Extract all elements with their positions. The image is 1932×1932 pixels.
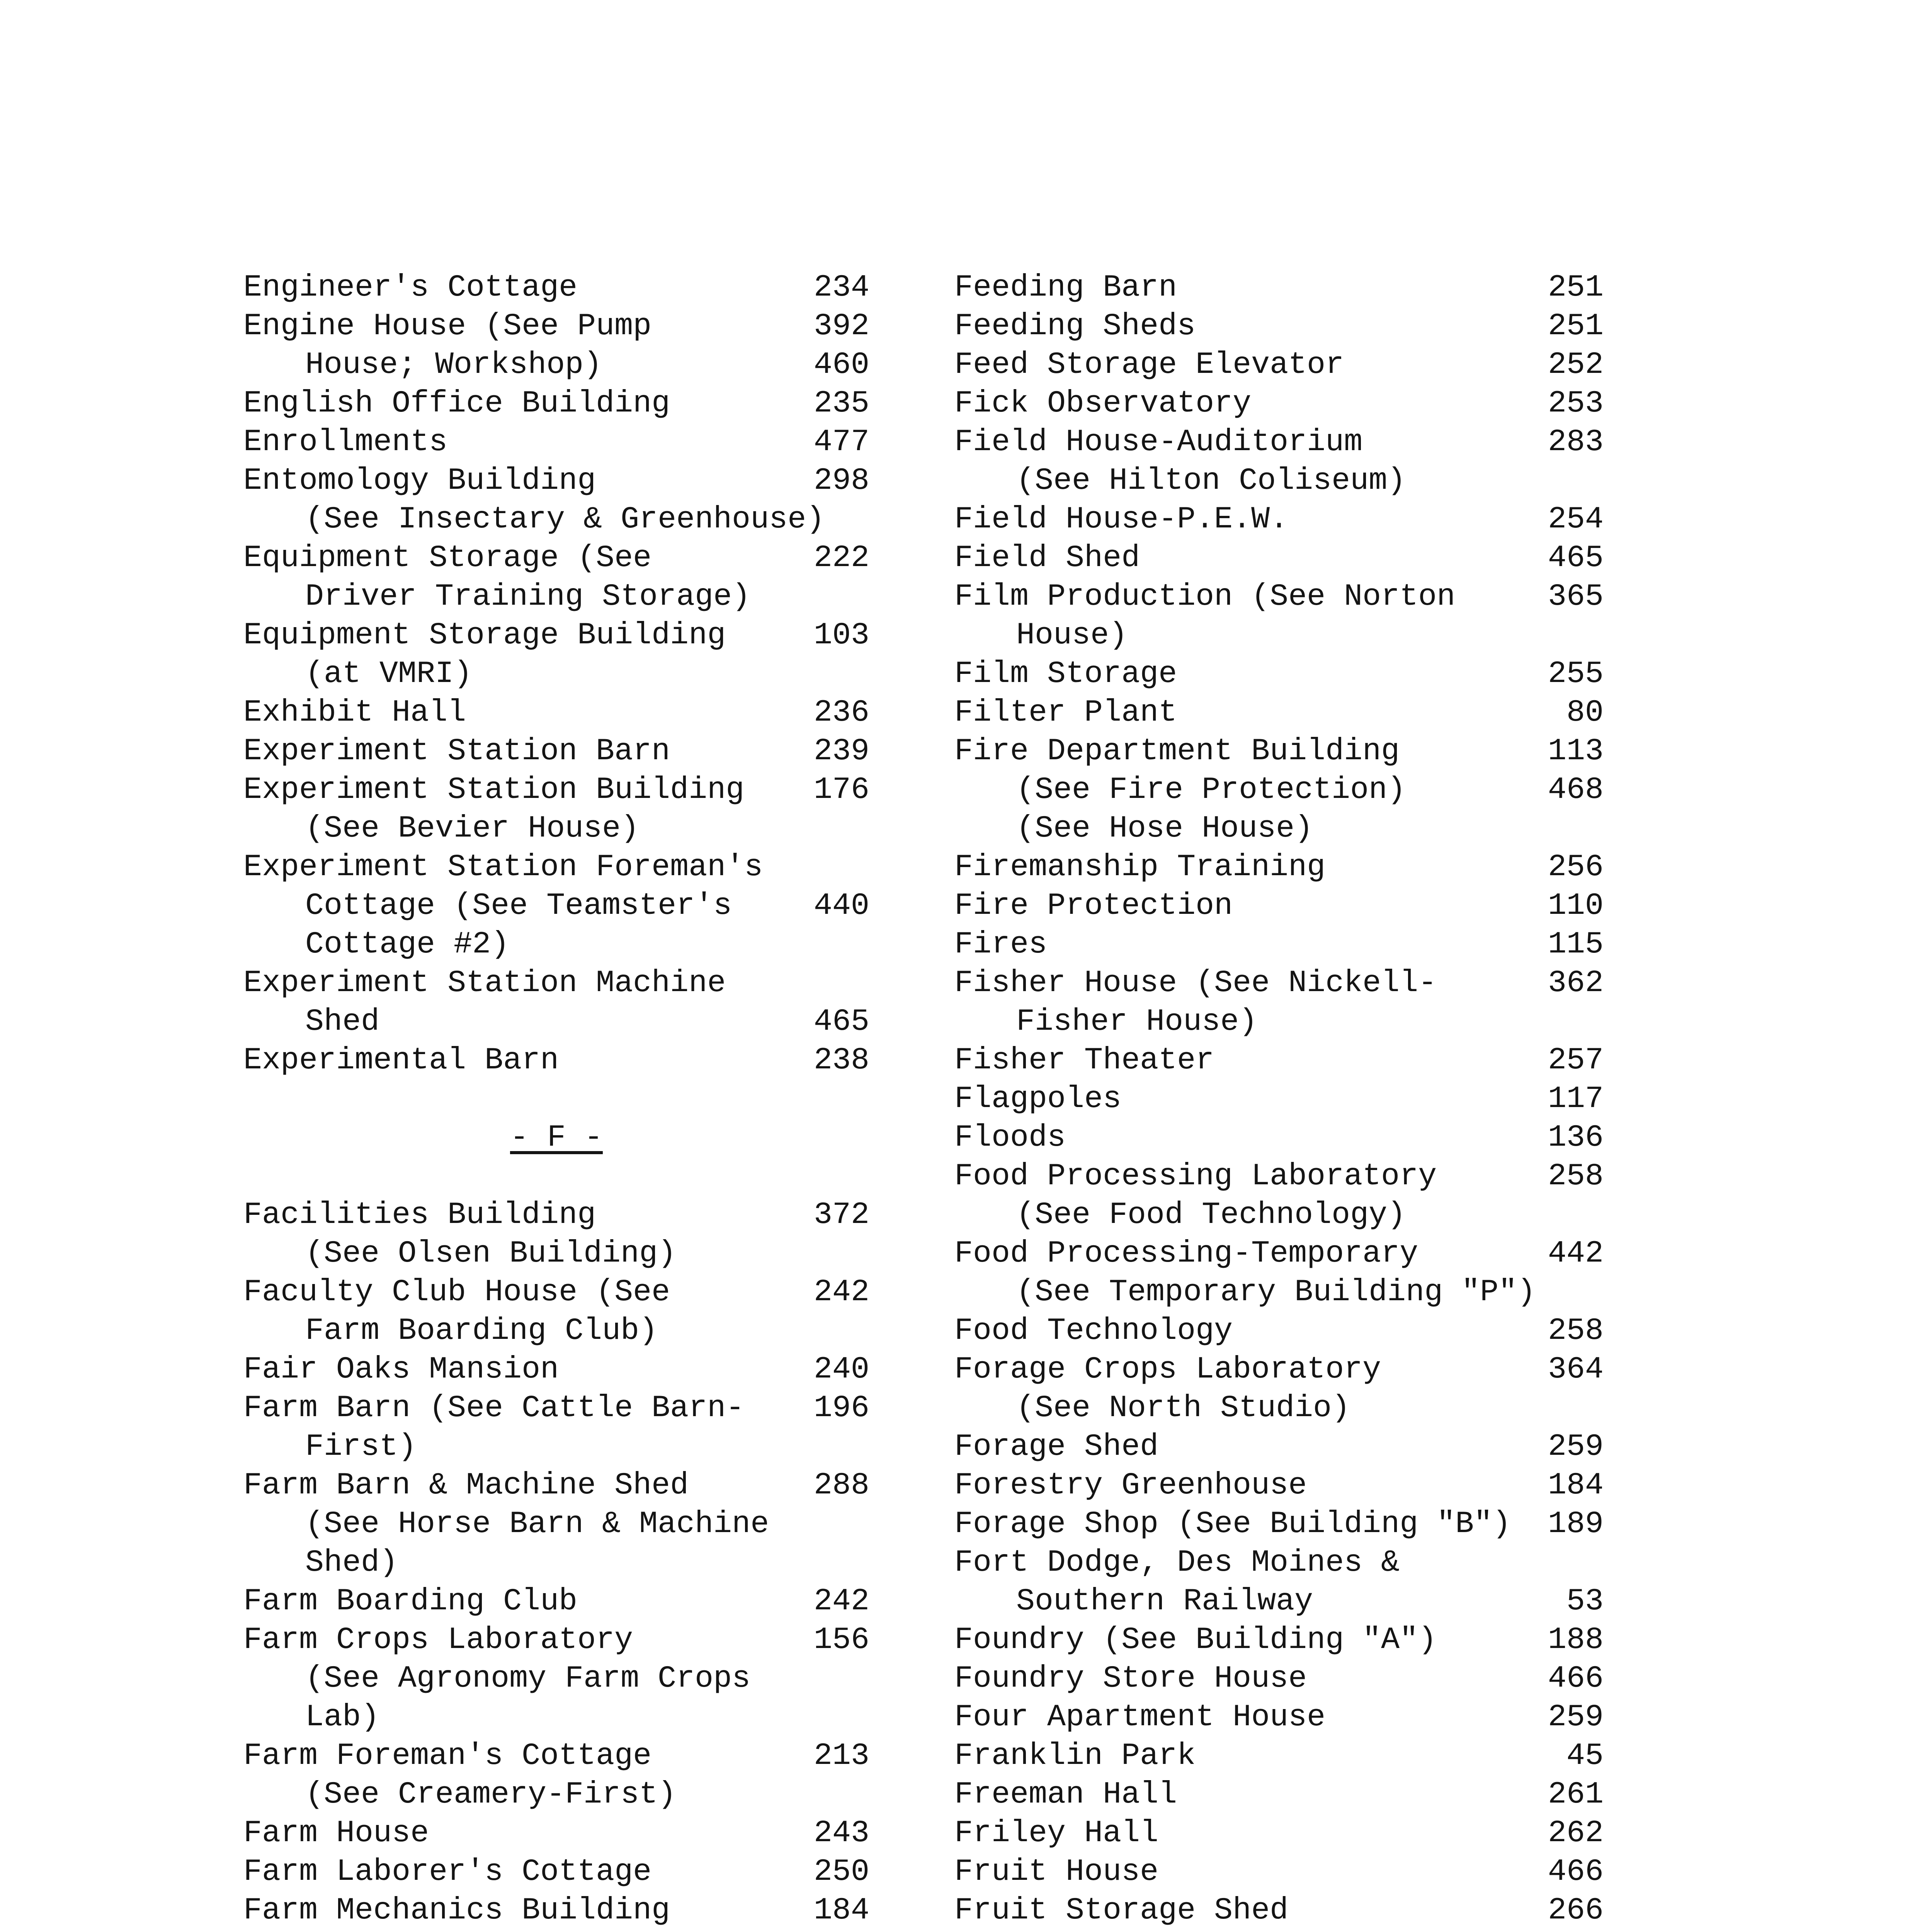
index-entry (243, 539, 869, 578)
entry-page: 188 (1548, 1622, 1604, 1658)
entry-text: Field House-Auditorium (954, 425, 1363, 460)
entry-page: 259 (1548, 1700, 1604, 1735)
index-entry (954, 1698, 1604, 1737)
entry-text: Foundry (See Building "A") (954, 1622, 1437, 1658)
entry-text: (See North Studio) (1016, 1391, 1350, 1426)
index-entry (243, 1505, 869, 1544)
index-entry (954, 732, 1604, 771)
entry-page: 156 (813, 1622, 869, 1658)
entry-text: (See Horse Barn & Machine (305, 1507, 769, 1542)
entry-text: Franklin Park (954, 1738, 1196, 1774)
entry-text: Experimental Barn (243, 1043, 559, 1078)
entry-page: 184 (1548, 1468, 1604, 1503)
entry-text: House) (1016, 618, 1128, 653)
index-entry (954, 1466, 1604, 1505)
index-entry (954, 1776, 1604, 1814)
entry-text: Experiment Station Machine (243, 966, 726, 1001)
entry-page: 262 (1548, 1816, 1604, 1851)
index-entry (243, 1660, 869, 1698)
spacer (954, 1930, 1604, 1932)
entry-page: 196 (813, 1391, 869, 1426)
index-entry (243, 732, 869, 771)
section-letter: - F - (510, 1120, 603, 1155)
entry-page: 362 (1548, 966, 1604, 1001)
entry-page: 189 (1548, 1507, 1604, 1542)
entry-page: 252 (1548, 347, 1604, 383)
entry-text: Equipment Storage (See (243, 541, 652, 576)
entry-text: Experiment Station Foreman's (243, 850, 763, 885)
entry-page: 80 (1566, 695, 1604, 730)
entry-page: 372 (813, 1197, 869, 1233)
entry-text: Field House-P.E.W. (954, 502, 1289, 537)
entry-text: Feeding Barn (954, 270, 1177, 305)
index-entry (243, 1312, 869, 1350)
index-entry (243, 1273, 869, 1312)
index-entry (954, 1312, 1604, 1350)
entry-text: (See Temporary Building "P") (1016, 1275, 1536, 1310)
entry-text: Firemanship Training (954, 850, 1326, 885)
index-entry (243, 1776, 869, 1814)
entry-text: Fruit Storage Shed (954, 1893, 1289, 1928)
entry-page: 261 (1548, 1777, 1604, 1812)
index-entry (954, 1350, 1604, 1389)
spacer (243, 1080, 869, 1119)
entry-text: (See Agronomy Farm Crops (305, 1661, 751, 1696)
entry-text: Floods (954, 1120, 1066, 1155)
index-entry (954, 1544, 1604, 1582)
entry-text: Friley Hall (954, 1816, 1159, 1851)
index-entry (243, 655, 869, 694)
entry-text: Forage Crops Laboratory (954, 1352, 1381, 1387)
entry-page: 251 (1548, 309, 1604, 344)
entry-text: Engine House (See Pump (243, 309, 652, 344)
index-entry (243, 1041, 869, 1080)
index-entry (243, 1582, 869, 1621)
index-entry (243, 887, 869, 925)
entry-text: Shed) (305, 1545, 398, 1580)
index-entry (954, 1273, 1604, 1312)
entry-page: 240 (813, 1352, 869, 1387)
entry-text: (See Food Technology) (1016, 1197, 1406, 1233)
index-entry (954, 384, 1604, 423)
index-entry (954, 810, 1604, 848)
entry-page: 468 (1548, 772, 1604, 808)
index-entry (954, 771, 1604, 810)
entry-page: 466 (1548, 1854, 1604, 1889)
entry-page: 466 (1548, 1661, 1604, 1696)
entry-page: 255 (1548, 656, 1604, 692)
index-entry (243, 1466, 869, 1505)
index-entry (954, 1621, 1604, 1660)
index-entry (954, 307, 1604, 346)
entry-text: Feed Storage Elevator (954, 347, 1344, 383)
entry-page: 242 (813, 1584, 869, 1619)
entry-text: (See Fire Protection) (1016, 772, 1406, 808)
entry-page: 113 (1548, 734, 1604, 769)
index-entry (243, 848, 869, 887)
entry-page: 184 (813, 1893, 869, 1928)
entry-text: Fisher Theater (954, 1043, 1214, 1078)
entry-text: Experiment Station Barn (243, 734, 670, 769)
entry-page: 477 (813, 425, 869, 460)
index-entry (243, 1737, 869, 1776)
entry-text: Farm Laborer's Cottage (243, 1854, 652, 1889)
entry-page: 392 (813, 309, 869, 344)
index-entry (954, 616, 1604, 655)
entry-text: Fick Observatory (954, 386, 1252, 421)
entry-text: Farm Crops Laboratory (243, 1622, 633, 1658)
entry-text: Food Processing-Temporary (954, 1236, 1418, 1271)
entry-text: Filter Plant (954, 695, 1177, 730)
entry-page: 213 (813, 1738, 869, 1774)
index-entry (243, 1621, 869, 1660)
index-entry (954, 346, 1604, 384)
index-entry (954, 655, 1604, 694)
entry-text: House; Workshop) (305, 347, 602, 383)
entry-text: Foundry Store House (954, 1661, 1307, 1696)
entry-text: Cottage #2) (305, 927, 510, 962)
entry-text: Engineer's Cottage (243, 270, 578, 305)
entry-page: 253 (1548, 386, 1604, 421)
entry-page: 460 (813, 347, 869, 383)
entry-page: 222 (813, 541, 869, 576)
entry-page: 235 (813, 386, 869, 421)
entry-text: (See Hilton Coliseum) (1016, 463, 1406, 498)
entry-text: Fruit House (954, 1854, 1159, 1889)
entry-page: 117 (1548, 1082, 1604, 1117)
index-entry (954, 1157, 1604, 1196)
spacer (243, 1157, 869, 1196)
entry-text: Feeding Sheds (954, 309, 1196, 344)
entry-page: 251 (1548, 270, 1604, 305)
index-entry (243, 307, 869, 346)
index-entry (954, 694, 1604, 732)
index-entry (243, 1235, 869, 1273)
index-entry (954, 1080, 1604, 1119)
entry-text: (See Hose House) (1016, 811, 1313, 846)
index-entry (954, 848, 1604, 887)
entry-page: 103 (813, 618, 869, 653)
index-column-left (243, 269, 869, 1932)
index-entry (954, 1737, 1604, 1776)
entry-page: 242 (813, 1275, 869, 1310)
entry-page: 256 (1548, 850, 1604, 885)
entry-page: 53 (1566, 1584, 1604, 1619)
entry-text: Facilities Building (243, 1197, 596, 1233)
index-entry (954, 1041, 1604, 1080)
index-entry (243, 964, 869, 1003)
index-entry (954, 423, 1604, 462)
index-entry (954, 1505, 1604, 1544)
entry-text: Enrollments (243, 425, 448, 460)
index-entry (954, 1428, 1604, 1466)
index-entry (243, 1350, 869, 1389)
index-entry (954, 964, 1604, 1003)
entry-page: 298 (813, 463, 869, 498)
index-entry (243, 269, 869, 307)
entry-text: Experiment Station Building (243, 772, 745, 808)
entry-text: (See Olsen Building) (305, 1236, 677, 1271)
entry-text: Exhibit Hall (243, 695, 466, 730)
entry-text: Freeman Hall (954, 1777, 1177, 1812)
entry-page: 234 (813, 270, 869, 305)
index-entry (243, 1814, 869, 1853)
entry-page: 258 (1548, 1159, 1604, 1194)
entry-page: 45 (1566, 1738, 1604, 1774)
entry-text: Fire Protection (954, 888, 1233, 923)
entry-page: 238 (813, 1043, 869, 1078)
index-entry (954, 1582, 1604, 1621)
entry-text: Fair Oaks Mansion (243, 1352, 559, 1387)
entry-text: Fire Department Building (954, 734, 1400, 769)
entry-text: Food Technology (954, 1313, 1233, 1349)
index-entry (243, 1853, 869, 1891)
entry-text: Forestry Greenhouse (954, 1468, 1307, 1503)
entry-text: Driver Training Storage) (305, 579, 751, 614)
index-entry (243, 1891, 869, 1930)
entry-page: 365 (1548, 579, 1604, 614)
entry-text: Farm Boarding Club) (305, 1313, 658, 1349)
index-entry (243, 1930, 869, 1932)
index-entry (954, 1891, 1604, 1930)
entry-page: 236 (813, 695, 869, 730)
entry-text: Entomology Building (243, 463, 596, 498)
index-entry (243, 500, 869, 539)
entry-page: 465 (1548, 541, 1604, 576)
entry-text (305, 1930, 621, 1932)
index-entry (243, 694, 869, 732)
entry-text: Farm Boarding Club (243, 1584, 578, 1619)
index-entry (954, 1660, 1604, 1698)
index-entry (243, 771, 869, 810)
entry-text: Shed (305, 1004, 380, 1039)
index-entry (243, 462, 869, 500)
entry-text: (See Creamery-First) (305, 1777, 677, 1812)
entry-text: Lab) (305, 1700, 380, 1735)
index-entry (243, 925, 869, 964)
entry-text: Flagpoles (954, 1082, 1122, 1117)
entry-page: 257 (1548, 1043, 1604, 1078)
entry-page: 259 (1548, 1429, 1604, 1464)
index-entry (954, 1119, 1604, 1157)
entry-page: 136 (1548, 1120, 1604, 1155)
entry-page: 364 (1548, 1352, 1604, 1387)
index-entry (243, 384, 869, 423)
entry-text: (See Bevier House) (305, 811, 639, 846)
index-entry (243, 346, 869, 384)
index-entry (243, 423, 869, 462)
entry-page: 250 (813, 1854, 869, 1889)
entry-page: 110 (1548, 888, 1604, 923)
index-entry (954, 462, 1604, 500)
entry-page: 465 (813, 1004, 869, 1039)
entry-page: 115 (1548, 927, 1604, 962)
index-entry (243, 1003, 869, 1041)
index-entry (243, 1196, 869, 1235)
index-column-right (954, 269, 1604, 1932)
entry-text: Farm Foreman's Cottage (243, 1738, 652, 1774)
entry-text: Forage Shed (954, 1429, 1159, 1464)
entry-text: Farm House (243, 1816, 429, 1851)
entry-text: Farm Mechanics Building (243, 1893, 670, 1928)
entry-text: (at VMRI) (305, 656, 473, 692)
entry-page: 266 (1548, 1893, 1604, 1928)
entry-text: Farm Barn (See Cattle Barn- (243, 1391, 745, 1426)
entry-page: 239 (813, 734, 869, 769)
index-entry (243, 810, 869, 848)
entry-text: Cottage (See Teamster's (305, 888, 732, 923)
entry-page: 442 (1548, 1236, 1604, 1271)
entry-page: 243 (813, 1816, 869, 1851)
entry-text: Fisher House) (1016, 1004, 1258, 1039)
entry-text: (See Insectary & Greenhouse) (305, 502, 825, 537)
entry-page: 176 (813, 772, 869, 808)
index-entry (243, 1698, 869, 1737)
index-entry (243, 578, 869, 616)
index-entry (954, 1853, 1604, 1891)
entry-text: Film Storage (954, 656, 1177, 692)
index-entry (954, 1003, 1604, 1041)
entry-text: Equipment Storage Building (243, 618, 726, 653)
entry-text: Film Production (See Norton (954, 579, 1456, 614)
index-entry (954, 1389, 1604, 1428)
entry-text: First) (305, 1429, 417, 1464)
entry-page: 283 (1548, 425, 1604, 460)
entry-page: 440 (813, 888, 869, 923)
entry-text: Farm Barn & Machine Shed (243, 1468, 689, 1503)
index-entry (954, 578, 1604, 616)
entry-text: Fisher House (See Nickell- (954, 966, 1437, 1001)
entry-text: Faculty Club House (See (243, 1275, 670, 1310)
entry-text: Field Shed (954, 541, 1140, 576)
index-entry (954, 500, 1604, 539)
section-heading (243, 1119, 869, 1157)
index-entry (954, 539, 1604, 578)
entry-page: 254 (1548, 502, 1604, 537)
index-entry (954, 887, 1604, 925)
index-entry (243, 1389, 869, 1428)
entry-text: Fort Dodge, Des Moines & (954, 1545, 1400, 1580)
entry-page: 258 (1548, 1313, 1604, 1349)
entry-page: 288 (813, 1468, 869, 1503)
entry-text: Forage Shop (See Building "B") (954, 1507, 1511, 1542)
index-entry (243, 1544, 869, 1582)
entry-text: Four Apartment House (954, 1700, 1326, 1735)
index-entry (243, 1428, 869, 1466)
index-entry (954, 269, 1604, 307)
entry-text: Food Processing Laboratory (954, 1159, 1437, 1194)
index-entry (954, 925, 1604, 964)
entry-text: Southern Railway (1016, 1584, 1313, 1619)
index-entry (954, 1814, 1604, 1853)
index-entry (954, 1235, 1604, 1273)
index-entry (243, 616, 869, 655)
entry-text: Fires (954, 927, 1048, 962)
index-entry (954, 1196, 1604, 1235)
entry-text: English Office Building (243, 386, 670, 421)
